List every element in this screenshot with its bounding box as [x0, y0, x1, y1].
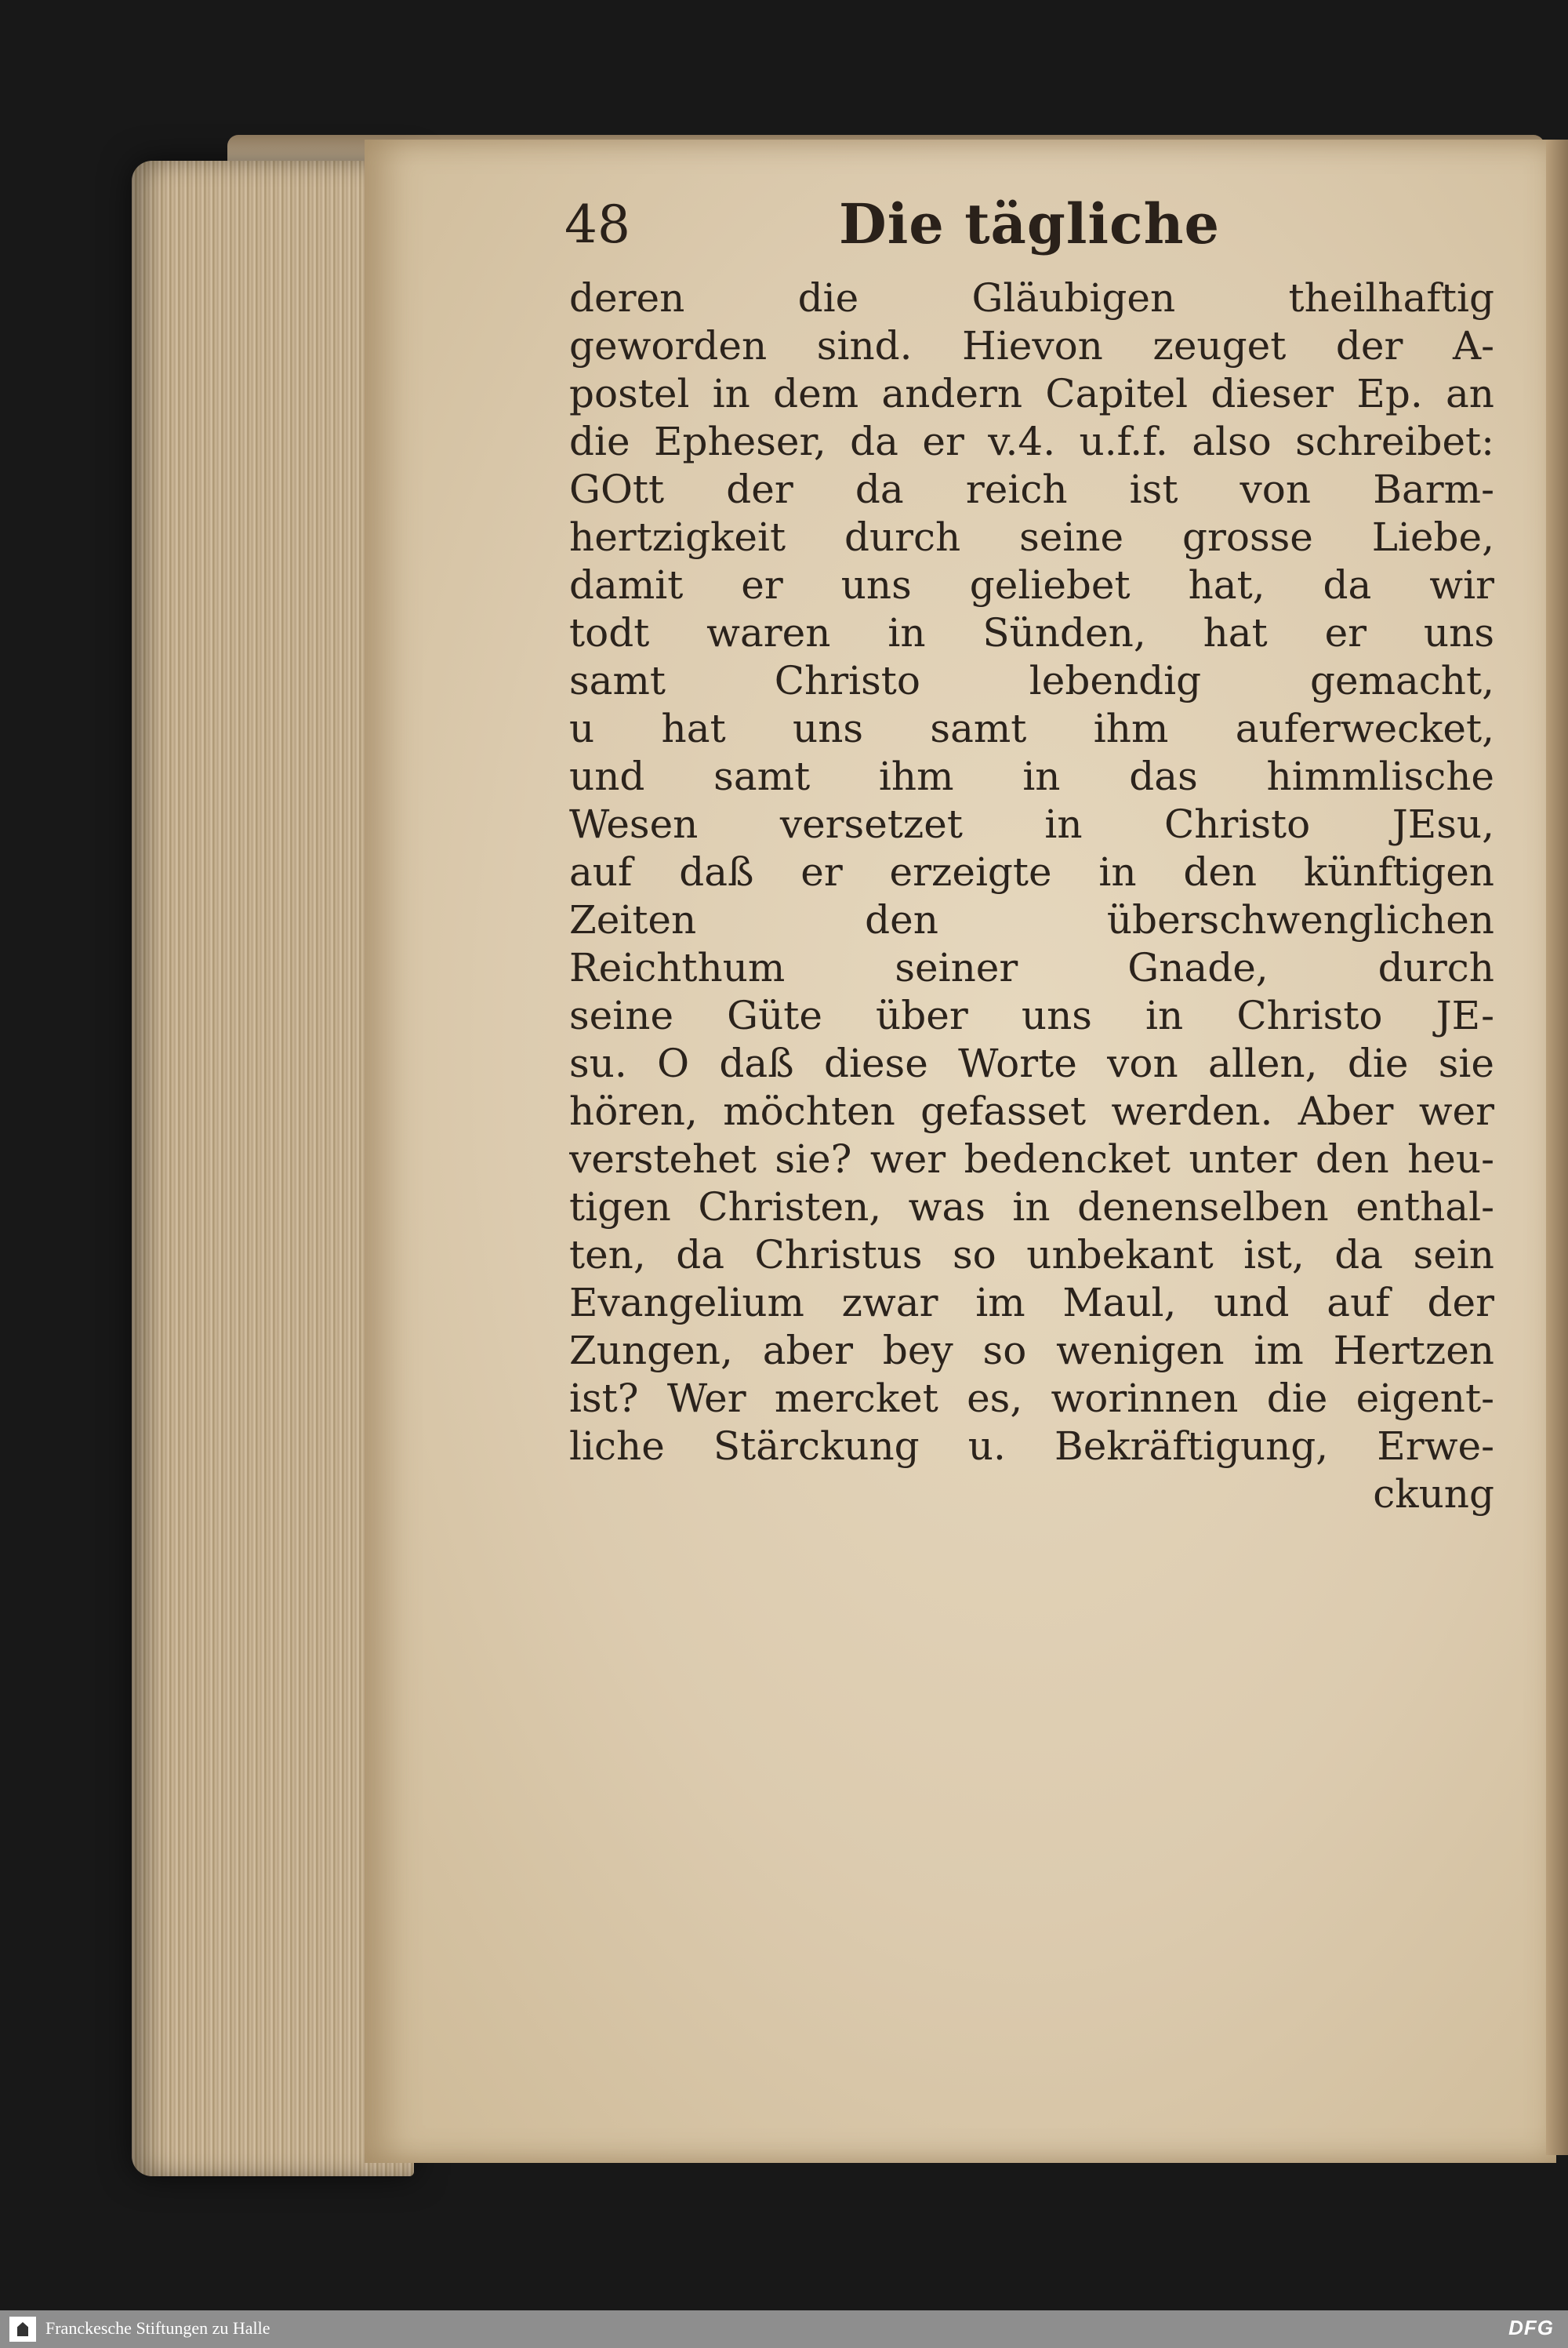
text-line: verstehet sie? wer bedencket unter den heu- — [569, 1136, 1494, 1182]
institution-name: Franckesche Stiftungen zu Halle — [45, 2318, 270, 2338]
text-line: hören, möchten gefasset werden. Aber wer — [569, 1089, 1494, 1134]
text-line: tigen Christen, was in denenselben enthal- — [569, 1184, 1494, 1230]
viewer-footer — [0, 2310, 1568, 2348]
text-line: auf daß er erzeigte in den künftigen — [569, 849, 1494, 895]
running-head: Die tägliche — [839, 191, 1221, 256]
text-line: Reichthum seiner Gnade, durch — [569, 945, 1494, 990]
page-header — [564, 191, 1466, 265]
institution-logo-icon — [9, 2317, 36, 2342]
text-line: su. O daß diese Worte von allen, die sie — [569, 1041, 1494, 1086]
body-text — [569, 274, 1494, 1518]
text-line: samt Christo lebendig gemacht, — [569, 658, 1494, 703]
text-line: deren die Gläubigen theilhaftig — [569, 275, 1494, 321]
text-line: ten, da Christus so unbekant ist, da sein — [569, 1232, 1494, 1278]
text-line: Zungen, aber bey so wenigen im Hertzen — [569, 1328, 1494, 1373]
catchword: ckung — [1373, 1471, 1494, 1517]
text-line: u hat uns samt ihm auferwecket, — [569, 706, 1494, 751]
text-line: postel in dem andern Capitel dieser Ep. an — [569, 371, 1494, 416]
text-line: geworden sind. Hievon zeuget der A- — [569, 323, 1494, 369]
page-number: 48 — [564, 194, 630, 255]
text-line: damit er uns geliebet hat, da wir — [569, 562, 1494, 608]
facing-page-edge — [1546, 140, 1568, 2155]
text-line: und samt ihm in das himmlische — [569, 754, 1494, 799]
text-line: Wesen versetzet in Christo JEsu, — [569, 801, 1494, 847]
dfg-logo: DFG — [1508, 2316, 1554, 2339]
text-line: GOtt der da reich ist von Barm- — [569, 467, 1494, 512]
text-line: todt waren in Sünden, hat er uns — [569, 610, 1494, 656]
text-line: ist? Wer mercket es, worinnen die eigent- — [569, 1376, 1494, 1421]
text-line: hertzigkeit durch seine grosse Liebe, — [569, 514, 1494, 560]
text-line: die Epheser, da er v.4. u.f.f. also schreibet: — [569, 419, 1494, 464]
text-line: Zeiten den überschwenglichen — [569, 897, 1494, 943]
text-line: seine Güte über uns in Christo JE- — [569, 993, 1494, 1038]
text-line: liche Stärckung u. Bekräftigung, Erwe- — [569, 1423, 1494, 1469]
text-line: Evangelium zwar im Maul, und auf der — [569, 1280, 1494, 1325]
